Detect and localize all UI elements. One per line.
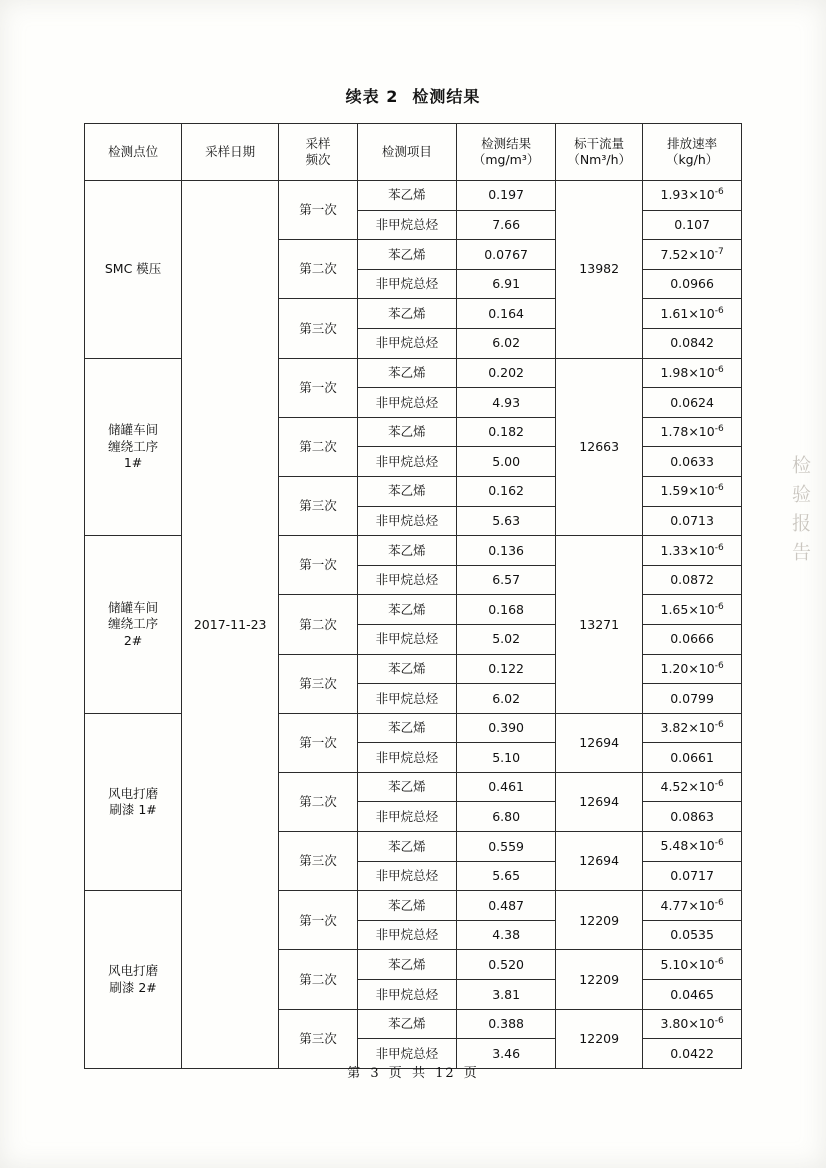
cell-emission-rate: 0.0661 [643, 743, 742, 773]
measure-point-line: 缠绕工序 [108, 438, 159, 454]
emission-rate-mantissa: 4.77×10 [660, 897, 715, 913]
cell-test-item: 苯乙烯 [357, 240, 456, 270]
cell-test-item: 苯乙烯 [357, 891, 456, 921]
cell-test-result: 0.182 [457, 417, 556, 447]
cell-emission-rate [643, 1009, 742, 1039]
cell-test-result: 6.57 [457, 565, 556, 595]
cell-test-item: 苯乙烯 [357, 832, 456, 862]
measure-point-line: 风电打磨 [108, 785, 159, 801]
cell-test-item: 苯乙烯 [357, 476, 456, 506]
cell-test-result: 3.46 [457, 1039, 556, 1069]
cell-test-result: 5.65 [457, 861, 556, 891]
cell-test-item: 非甲烷总烃 [357, 743, 456, 773]
emission-rate-exponent: -6 [714, 897, 724, 908]
cell-test-item: 非甲烷总烃 [357, 447, 456, 477]
cell-test-result: 6.02 [457, 328, 556, 358]
measure-point-line: 缠绕工序 [108, 616, 159, 632]
cell-test-item: 苯乙烯 [357, 299, 456, 329]
cell-test-item: 非甲烷总烃 [357, 210, 456, 240]
emission-rate-mantissa: 1.61×10 [660, 305, 715, 321]
cell-emission-rate [643, 417, 742, 447]
cell-emission-rate [643, 476, 742, 506]
cell-sampling-frequency: 第三次 [279, 832, 358, 891]
col-header-result-line2: （mg/m³） [472, 152, 540, 167]
table-header-row [85, 124, 742, 181]
cell-sampling-frequency: 第二次 [279, 240, 358, 299]
col-header-frequency-line1: 采样 [305, 135, 331, 151]
cell-test-item: 苯乙烯 [357, 595, 456, 625]
cell-emission-rate [643, 536, 742, 566]
cell-test-result: 0.559 [457, 832, 556, 862]
table-row [85, 181, 742, 211]
measure-point-line: 2# [123, 632, 143, 648]
col-header-item: 检测项目 [357, 124, 456, 181]
emission-rate-mantissa: 1.59×10 [660, 483, 715, 499]
emission-rate-exponent: -6 [714, 660, 724, 671]
col-header-rate-line1: 排放速率 [667, 135, 718, 151]
emission-rate-mantissa: 3.82×10 [660, 720, 715, 736]
emission-rate-mantissa: 5.10×10 [660, 957, 715, 972]
cell-standard-dry-flow: 12209 [556, 891, 643, 950]
cell-test-result: 6.91 [457, 269, 556, 299]
col-header-frequency-line2: 频次 [305, 152, 331, 167]
page-title-prefix: 续表 2 [345, 87, 399, 106]
cell-test-result: 5.00 [457, 447, 556, 477]
cell-test-result: 6.02 [457, 684, 556, 714]
cell-test-item: 苯乙烯 [357, 654, 456, 684]
cell-measure-point [85, 358, 182, 536]
cell-standard-dry-flow: 12209 [556, 1009, 643, 1068]
cell-measure-point [85, 536, 182, 714]
cell-emission-rate: 0.0535 [643, 920, 742, 950]
cell-sampling-frequency: 第三次 [279, 476, 358, 535]
cell-standard-dry-flow: 12694 [556, 772, 643, 831]
cell-test-result: 0.122 [457, 654, 556, 684]
cell-emission-rate [643, 358, 742, 388]
cell-sampling-frequency: 第三次 [279, 299, 358, 358]
emission-rate-exponent: -6 [714, 838, 724, 849]
cell-sampling-frequency: 第一次 [279, 536, 358, 595]
measure-point-line: 风电打磨 [108, 963, 159, 979]
cell-emission-rate [643, 654, 742, 684]
footer-total-pages: 12 [435, 1066, 456, 1081]
cell-emission-rate: 0.0465 [643, 980, 742, 1010]
cell-test-result: 4.93 [457, 388, 556, 418]
cell-emission-rate: 0.0799 [643, 684, 742, 714]
page-title-main: 检测结果 [412, 87, 481, 106]
emission-rate-mantissa: 1.93×10 [660, 187, 715, 203]
cell-test-result: 7.66 [457, 210, 556, 240]
cell-test-item: 非甲烷总烃 [357, 861, 456, 891]
col-header-result [457, 124, 556, 181]
emission-rate-exponent: -7 [714, 246, 724, 257]
emission-rate-exponent: -6 [714, 364, 724, 375]
cell-emission-rate: 0.0842 [643, 328, 742, 358]
cell-test-item: 苯乙烯 [357, 1009, 456, 1039]
cell-sampling-frequency: 第二次 [279, 772, 358, 831]
cell-test-result: 0.136 [457, 536, 556, 566]
cell-test-item: 苯乙烯 [357, 417, 456, 447]
cell-sampling-frequency: 第三次 [279, 654, 358, 713]
cell-standard-dry-flow: 12663 [556, 358, 643, 536]
cell-test-result: 4.38 [457, 920, 556, 950]
cell-emission-rate: 0.0863 [643, 802, 742, 832]
col-header-flow-line1: 标干流量 [574, 135, 625, 151]
cell-measure-point [85, 891, 182, 1069]
cell-test-result: 0.388 [457, 1009, 556, 1039]
emission-rate-mantissa: 1.98×10 [660, 365, 715, 381]
col-header-result-line1: 检测结果 [481, 135, 532, 151]
cell-emission-rate [643, 240, 742, 270]
cell-sampling-frequency: 第一次 [279, 713, 358, 772]
page-title [0, 84, 826, 107]
cell-emission-rate [643, 713, 742, 743]
cell-test-item: 非甲烷总烃 [357, 802, 456, 832]
cell-test-item: 苯乙烯 [357, 772, 456, 802]
cell-emission-rate [643, 595, 742, 625]
footer-label-page-unit: 页 [388, 1066, 404, 1081]
cell-test-item: 苯乙烯 [357, 181, 456, 211]
side-stamp-mark: 检验报告 [789, 455, 811, 571]
cell-test-result: 5.02 [457, 624, 556, 654]
cell-emission-rate: 0.0872 [643, 565, 742, 595]
footer-label-total-prefix: 共 [411, 1066, 427, 1081]
cell-test-result: 0.390 [457, 713, 556, 743]
emission-rate-mantissa: 3.80×10 [660, 1016, 715, 1032]
cell-sampling-frequency: 第一次 [279, 891, 358, 950]
footer-label-page-prefix: 第 [347, 1066, 363, 1081]
cell-standard-dry-flow: 13982 [556, 181, 643, 359]
emission-rate-exponent: -6 [714, 483, 724, 494]
emission-rate-exponent: -6 [714, 601, 724, 612]
cell-emission-rate: 0.0666 [643, 624, 742, 654]
cell-emission-rate: 0.107 [643, 210, 742, 240]
cell-emission-rate: 0.0713 [643, 506, 742, 536]
cell-emission-rate [643, 299, 742, 329]
cell-test-item: 非甲烷总烃 [357, 920, 456, 950]
cell-emission-rate: 0.0966 [643, 269, 742, 299]
emission-rate-exponent: -6 [714, 187, 724, 198]
cell-emission-rate [643, 181, 742, 211]
col-header-flow-line2: （Nm³/h） [567, 152, 632, 167]
cell-sampling-date: 2017-11-23 [182, 181, 279, 1069]
cell-sampling-frequency: 第三次 [279, 1009, 358, 1068]
cell-standard-dry-flow: 13271 [556, 536, 643, 714]
footer-label-total-unit: 页 [463, 1066, 479, 1081]
cell-sampling-frequency: 第二次 [279, 950, 358, 1009]
cell-test-result: 6.80 [457, 802, 556, 832]
emission-rate-exponent: -6 [714, 779, 724, 790]
cell-test-item: 非甲烷总烃 [357, 388, 456, 418]
cell-emission-rate: 0.0633 [643, 447, 742, 477]
cell-sampling-frequency: 第一次 [279, 181, 358, 240]
cell-test-result: 5.63 [457, 506, 556, 536]
col-header-rate-line2: （kg/h） [665, 152, 719, 167]
cell-standard-dry-flow: 12209 [556, 950, 643, 1009]
cell-test-result: 0.461 [457, 772, 556, 802]
cell-test-result: 0.202 [457, 358, 556, 388]
cell-emission-rate [643, 950, 742, 980]
cell-test-item: 非甲烷总烃 [357, 684, 456, 714]
results-table [84, 123, 742, 1069]
cell-test-result: 0.197 [457, 181, 556, 211]
cell-test-result: 0.487 [457, 891, 556, 921]
cell-emission-rate [643, 891, 742, 921]
cell-test-result: 5.10 [457, 743, 556, 773]
emission-rate-mantissa: 7.52×10 [660, 246, 715, 262]
table-body [85, 181, 742, 1069]
emission-rate-mantissa: 4.52×10 [660, 779, 715, 795]
cell-test-item: 非甲烷总烃 [357, 624, 456, 654]
col-header-frequency [279, 124, 358, 181]
footer-page-number: 3 [370, 1066, 381, 1081]
cell-sampling-frequency: 第一次 [279, 358, 358, 417]
emission-rate-mantissa: 1.65×10 [660, 601, 715, 617]
emission-rate-mantissa: 5.48×10 [660, 838, 715, 854]
cell-test-result: 0.168 [457, 595, 556, 625]
measure-point-line: 刷漆 1# [109, 801, 157, 817]
cell-test-result: 0.0767 [457, 240, 556, 270]
measure-point-line: 储罐车间 [108, 600, 159, 616]
cell-measure-point [85, 181, 182, 359]
emission-rate-exponent: -6 [714, 956, 724, 967]
table-header [85, 124, 742, 181]
emission-rate-mantissa: 1.33×10 [660, 542, 715, 558]
measure-point-line: 刷漆 2# [109, 979, 157, 995]
cell-test-item: 非甲烷总烃 [357, 328, 456, 358]
col-header-flow [556, 124, 643, 181]
cell-test-result: 0.162 [457, 476, 556, 506]
cell-test-item: 非甲烷总烃 [357, 565, 456, 595]
cell-test-item: 非甲烷总烃 [357, 506, 456, 536]
measure-point-line: 储罐车间 [108, 422, 159, 438]
cell-standard-dry-flow: 12694 [556, 713, 643, 772]
cell-measure-point [85, 713, 182, 891]
page-footer [0, 1062, 826, 1081]
measure-point-line: SMC 模压 [104, 261, 162, 277]
col-header-point: 检测点位 [85, 124, 182, 181]
emission-rate-exponent: -6 [714, 424, 724, 435]
col-header-date: 采样日期 [182, 124, 279, 181]
cell-standard-dry-flow: 12694 [556, 832, 643, 891]
cell-test-item: 苯乙烯 [357, 950, 456, 980]
cell-test-item: 苯乙烯 [357, 358, 456, 388]
emission-rate-exponent: -6 [714, 542, 724, 553]
cell-test-item: 苯乙烯 [357, 713, 456, 743]
emission-rate-exponent: -6 [714, 720, 724, 731]
emission-rate-mantissa: 1.20×10 [660, 661, 715, 677]
cell-emission-rate [643, 832, 742, 862]
col-header-rate [643, 124, 742, 181]
cell-test-result: 0.164 [457, 299, 556, 329]
cell-test-result: 3.81 [457, 980, 556, 1010]
cell-test-item: 苯乙烯 [357, 536, 456, 566]
emission-rate-mantissa: 1.78×10 [660, 424, 715, 440]
measure-point-line: 1# [123, 454, 143, 470]
cell-test-result: 0.520 [457, 950, 556, 980]
cell-emission-rate: 0.0624 [643, 388, 742, 418]
emission-rate-exponent: -6 [714, 305, 724, 316]
cell-emission-rate: 0.0717 [643, 861, 742, 891]
cell-emission-rate: 0.0422 [643, 1039, 742, 1069]
cell-test-item: 非甲烷总烃 [357, 269, 456, 299]
cell-sampling-frequency: 第二次 [279, 417, 358, 476]
cell-test-item: 非甲烷总烃 [357, 980, 456, 1010]
cell-sampling-frequency: 第二次 [279, 595, 358, 654]
cell-emission-rate [643, 772, 742, 802]
cell-test-item: 非甲烷总烃 [357, 1039, 456, 1069]
emission-rate-exponent: -6 [714, 1016, 724, 1027]
